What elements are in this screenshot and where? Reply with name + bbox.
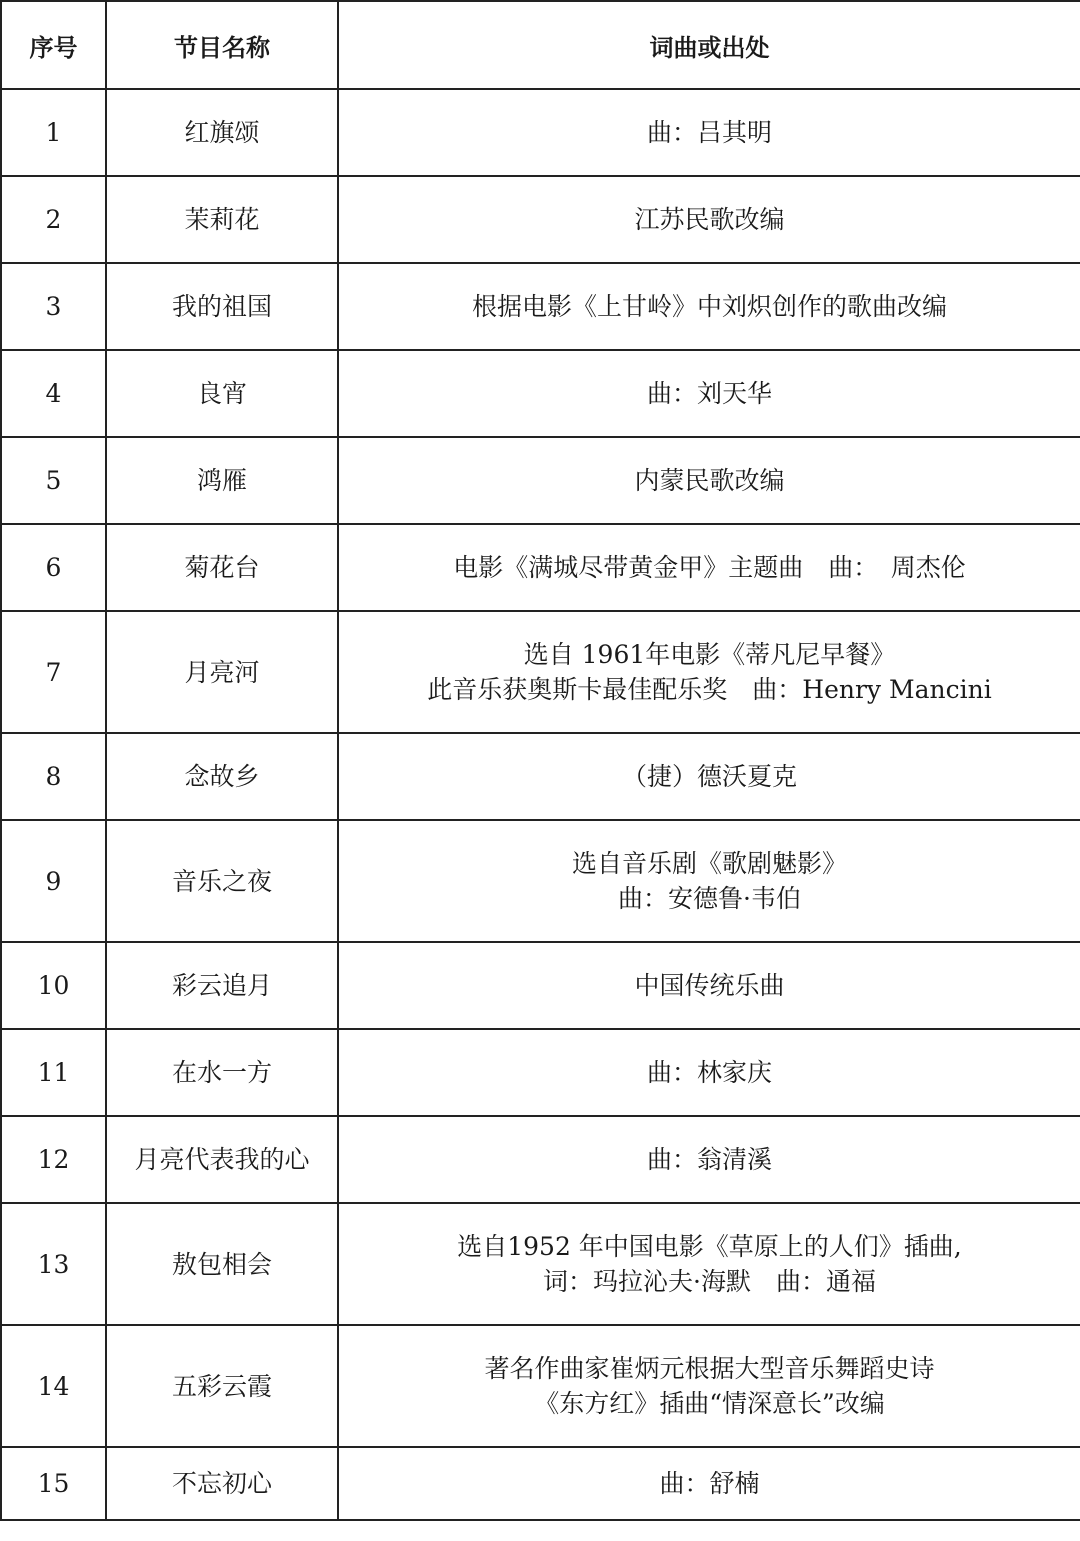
table-row [1, 733, 1080, 820]
source-line: 词：玛拉沁夫·海默 曲：通福 [543, 1267, 876, 1296]
row-number: 13 [1, 1203, 106, 1325]
table-body [1, 89, 1080, 1520]
row-number: 4 [1, 350, 106, 437]
source-line: 中国传统乐曲 [634, 971, 785, 1000]
table-row [1, 89, 1080, 176]
program-name: 月亮代表我的心 [106, 1116, 338, 1203]
source-cell [338, 942, 1080, 1029]
table-row [1, 1116, 1080, 1203]
program-name: 鸿雁 [106, 437, 338, 524]
source-cell [338, 1203, 1080, 1325]
table-header [1, 1, 1080, 89]
row-number: 5 [1, 437, 106, 524]
source-cell [338, 437, 1080, 524]
source-cell [338, 733, 1080, 820]
table-row [1, 350, 1080, 437]
source-line: （捷）德沃夏克 [621, 762, 797, 791]
row-number: 10 [1, 942, 106, 1029]
program-name: 音乐之夜 [106, 820, 338, 942]
table-row [1, 820, 1080, 942]
source-cell [338, 524, 1080, 611]
table-row [1, 437, 1080, 524]
program-name: 念故乡 [106, 733, 338, 820]
table-row [1, 1447, 1080, 1520]
source-line: 曲：刘天华 [646, 379, 772, 408]
source-cell [338, 89, 1080, 176]
program-name: 五彩云霞 [106, 1325, 338, 1447]
source-cell [338, 820, 1080, 942]
program-name: 茉莉花 [106, 176, 338, 263]
source-line: 江苏民歌改编 [634, 205, 785, 234]
table-row [1, 1203, 1080, 1325]
table-row [1, 176, 1080, 263]
program-name: 我的祖国 [106, 263, 338, 350]
source-line: 著名作曲家崔炳元根据大型音乐舞蹈史诗 [484, 1354, 935, 1383]
source-cell [338, 350, 1080, 437]
program-name: 良宵 [106, 350, 338, 437]
source-line: 此音乐获奥斯卡最佳配乐奖 曲：Henry Mancini [427, 675, 992, 704]
program-name: 敖包相会 [106, 1203, 338, 1325]
table-row [1, 611, 1080, 733]
source-cell [338, 1116, 1080, 1203]
source-cell [338, 176, 1080, 263]
row-number: 2 [1, 176, 106, 263]
row-number: 15 [1, 1447, 106, 1520]
row-number: 3 [1, 263, 106, 350]
row-number: 8 [1, 733, 106, 820]
table-row [1, 942, 1080, 1029]
program-name: 菊花台 [106, 524, 338, 611]
program-name: 不忘初心 [106, 1447, 338, 1520]
table-row [1, 524, 1080, 611]
source-cell [338, 263, 1080, 350]
source-line: 选自音乐剧《歌剧魅影》 [571, 849, 847, 878]
source-cell [338, 1325, 1080, 1447]
table-row [1, 1029, 1080, 1116]
program-name: 在水一方 [106, 1029, 338, 1116]
header-source: 词曲或出处 [338, 1, 1080, 89]
row-number: 11 [1, 1029, 106, 1116]
source-line: 曲：翁清溪 [646, 1145, 772, 1174]
row-number: 12 [1, 1116, 106, 1203]
program-name: 红旗颂 [106, 89, 338, 176]
row-number: 1 [1, 89, 106, 176]
source-cell [338, 611, 1080, 733]
source-line: 曲：吕其明 [646, 118, 772, 147]
source-line: 曲：安德鲁·韦伯 [618, 884, 801, 913]
source-line: 选自 1961年电影《蒂凡尼早餐》 [523, 640, 896, 669]
row-number: 6 [1, 524, 106, 611]
header-row [1, 1, 1080, 89]
source-line: 选自1952 年中国电影《草原上的人们》插曲, [457, 1232, 962, 1261]
header-number: 序号 [1, 1, 106, 89]
source-cell [338, 1029, 1080, 1116]
table-row [1, 1325, 1080, 1447]
source-line: 根据电影《上甘岭》中刘炽创作的歌曲改编 [471, 292, 947, 321]
source-line: 曲：舒楠 [659, 1469, 760, 1498]
source-line: 内蒙民歌改编 [634, 466, 785, 495]
table-row [1, 263, 1080, 350]
source-cell [338, 1447, 1080, 1520]
row-number: 14 [1, 1325, 106, 1447]
source-line: 《东方红》插曲“情深意长”改编 [534, 1389, 885, 1418]
row-number: 9 [1, 820, 106, 942]
source-line: 电影《满城尽带黄金甲》主题曲 曲： 周杰伦 [453, 553, 966, 582]
source-line: 曲：林家庆 [646, 1058, 772, 1087]
program-name: 月亮河 [106, 611, 338, 733]
program-name: 彩云追月 [106, 942, 338, 1029]
header-program: 节目名称 [106, 1, 338, 89]
row-number: 7 [1, 611, 106, 733]
